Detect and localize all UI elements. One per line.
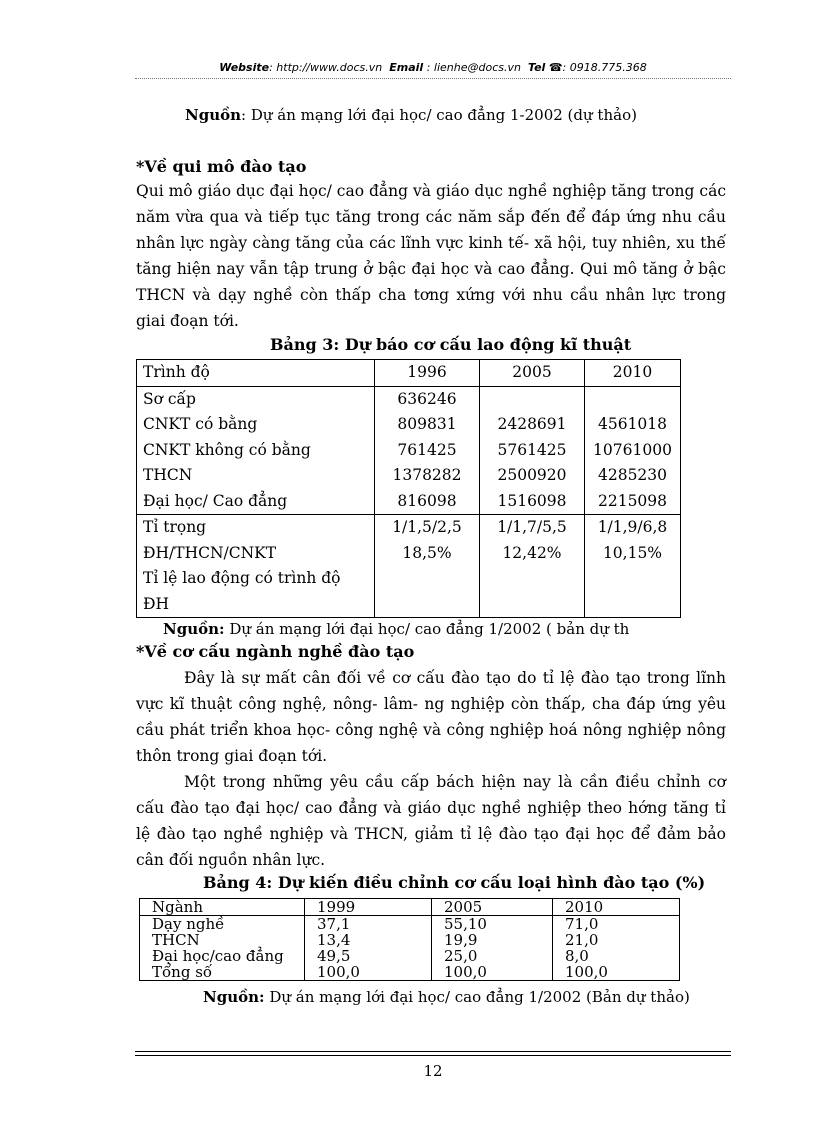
table-cell-1996: 636246 809831 761425 1378282 816098 bbox=[375, 386, 480, 515]
source-label: Nguồn: bbox=[203, 988, 265, 1006]
table-cell-2005: 55,10 19,9 25,0 100,0 bbox=[432, 916, 553, 981]
email-value: : lienhe@docs.vn bbox=[426, 61, 521, 74]
table-cell-2010: 71,0 21,0 8,0 100,0 bbox=[553, 916, 680, 981]
page-number: 12 bbox=[423, 1062, 443, 1080]
header-divider bbox=[135, 78, 731, 79]
table-header-cell: 2005 bbox=[480, 360, 585, 387]
table-row bbox=[140, 916, 680, 981]
source-text: Dự án mạng lới đại học/ cao đẳng 1/2002 (Bản dự thảo) bbox=[264, 988, 690, 1006]
table-header-cell: 2010 bbox=[585, 360, 681, 387]
footer-divider bbox=[135, 1051, 731, 1052]
paragraph-text: Qui mô giáo dục đại học/ cao đẳng và giáo dục nghề nghiệp tăng trong các năm vừa qua và tiếp tục tăng trong các năm sắp đến để đáp ứng nhu cầu nhân lực ngày càng tăng của các lĩnh vực kinh tế- xã hội, tuy nhiên, xu thế tăng hiện nay vẫn tập trung ở bậc đại học và cao đẳng. Qui mô tăng ở bậc THCN và dạy nghề còn thấp cha tơng xứng với nhu cầu nhân lực trong giai đoạn tới. bbox=[136, 182, 726, 330]
table-header-row bbox=[140, 899, 680, 916]
table-cell-ratio-2005: 1/1,7/5,5 12,42% bbox=[480, 515, 585, 618]
source-label: Nguồn bbox=[185, 106, 242, 124]
source-note-1 bbox=[185, 106, 637, 124]
table-cell-labels: Sơ cấp CNKT có bằng CNKT không có bằng THCN Đại học/ Cao đẳng bbox=[137, 386, 375, 515]
table-header-row bbox=[137, 360, 681, 387]
table-cell-ratio-label: Tỉ trọng ĐH/THCN/CNKT Tỉ lệ lao động có trình độ ĐH bbox=[137, 515, 375, 618]
table3-title: Bảng 3: Dự báo cơ cấu lao động kĩ thuật bbox=[270, 335, 632, 354]
table-row-ratio bbox=[137, 515, 681, 618]
table-cell-sectors: Dạy nghề THCN Đại học/cao đẳng Tổng số bbox=[140, 916, 305, 981]
footer-divider bbox=[135, 1055, 731, 1056]
paragraph-text: Một trong những yêu cầu cấp bách hiện nay là cần điều chỉnh cơ cấu đào tạo đại học/ cao đẳng và giáo dục nghề nghiệp theo hớng tăng tỉ lệ đào tạo nghề nghiệp và THCN, giảm tỉ lệ đào tạo đại học để đảm bảo cân đối nguồn nhân lực. bbox=[136, 773, 726, 869]
section-heading-scale: *Về qui mô đào tạo bbox=[136, 157, 307, 176]
source-text: Dự án mạng lới đại học/ cao đẳng 1/2002 ( bản dự th bbox=[224, 620, 630, 638]
section-paragraph-scale bbox=[136, 178, 726, 334]
table4 bbox=[139, 898, 680, 981]
source-note-3 bbox=[203, 988, 690, 1006]
tel-label: Tel bbox=[527, 61, 546, 74]
source-note-2 bbox=[163, 620, 629, 638]
email-label: Email bbox=[389, 61, 424, 74]
table-cell-2005: 2428691 5761425 2500920 1516098 bbox=[480, 386, 585, 515]
source-text: : Dự án mạng lới đại học/ cao đẳng 1-2002 (dự thảo) bbox=[241, 106, 637, 124]
table-header-cell: 1996 bbox=[375, 360, 480, 387]
tel-value: ☎: 0918.775.368 bbox=[548, 61, 647, 74]
table-header-cell: 2010 bbox=[553, 899, 680, 916]
table-cell-ratio-2010: 1/1,9/6,8 10,15% bbox=[585, 515, 681, 618]
section-heading-structure: *Về cơ cấu ngành nghề đào tạo bbox=[136, 642, 415, 661]
table-header-cell: 2005 bbox=[432, 899, 553, 916]
paragraph-text: Đây là sự mất cân đối về cơ cấu đào tạo do tỉ lệ đào tạo trong lĩnh vực kĩ thuật công nghệ, nông- lâm- ng nghiệp còn thấp, cha đáp ứng yêu cầu phát triển khoa học- công nghệ và công nghiệp hoá nông nghiệp nông thôn trong giai đoạn tới. bbox=[136, 669, 726, 765]
website-value: : http://www.docs.vn bbox=[269, 61, 383, 74]
section-paragraphs-structure bbox=[136, 665, 726, 873]
table-cell-ratio-1996: 1/1,5/2,5 18,5% bbox=[375, 515, 480, 618]
table4-title: Bảng 4: Dự kiến điều chỉnh cơ cấu loại hình đào tạo (%) bbox=[203, 873, 706, 892]
table-header-cell: Trình độ bbox=[137, 360, 375, 387]
table-row bbox=[137, 386, 681, 515]
source-label: Nguồn: bbox=[163, 620, 225, 638]
table-header-cell: 1999 bbox=[305, 899, 432, 916]
table-cell-1999: 37,1 13,4 49,5 100,0 bbox=[305, 916, 432, 981]
table-cell-2010: 4561018 10761000 4285230 2215098 bbox=[585, 386, 681, 515]
table-header-cell: Ngành bbox=[140, 899, 305, 916]
table3 bbox=[136, 359, 681, 618]
page-header bbox=[135, 61, 731, 74]
website-label: Website bbox=[219, 61, 270, 74]
